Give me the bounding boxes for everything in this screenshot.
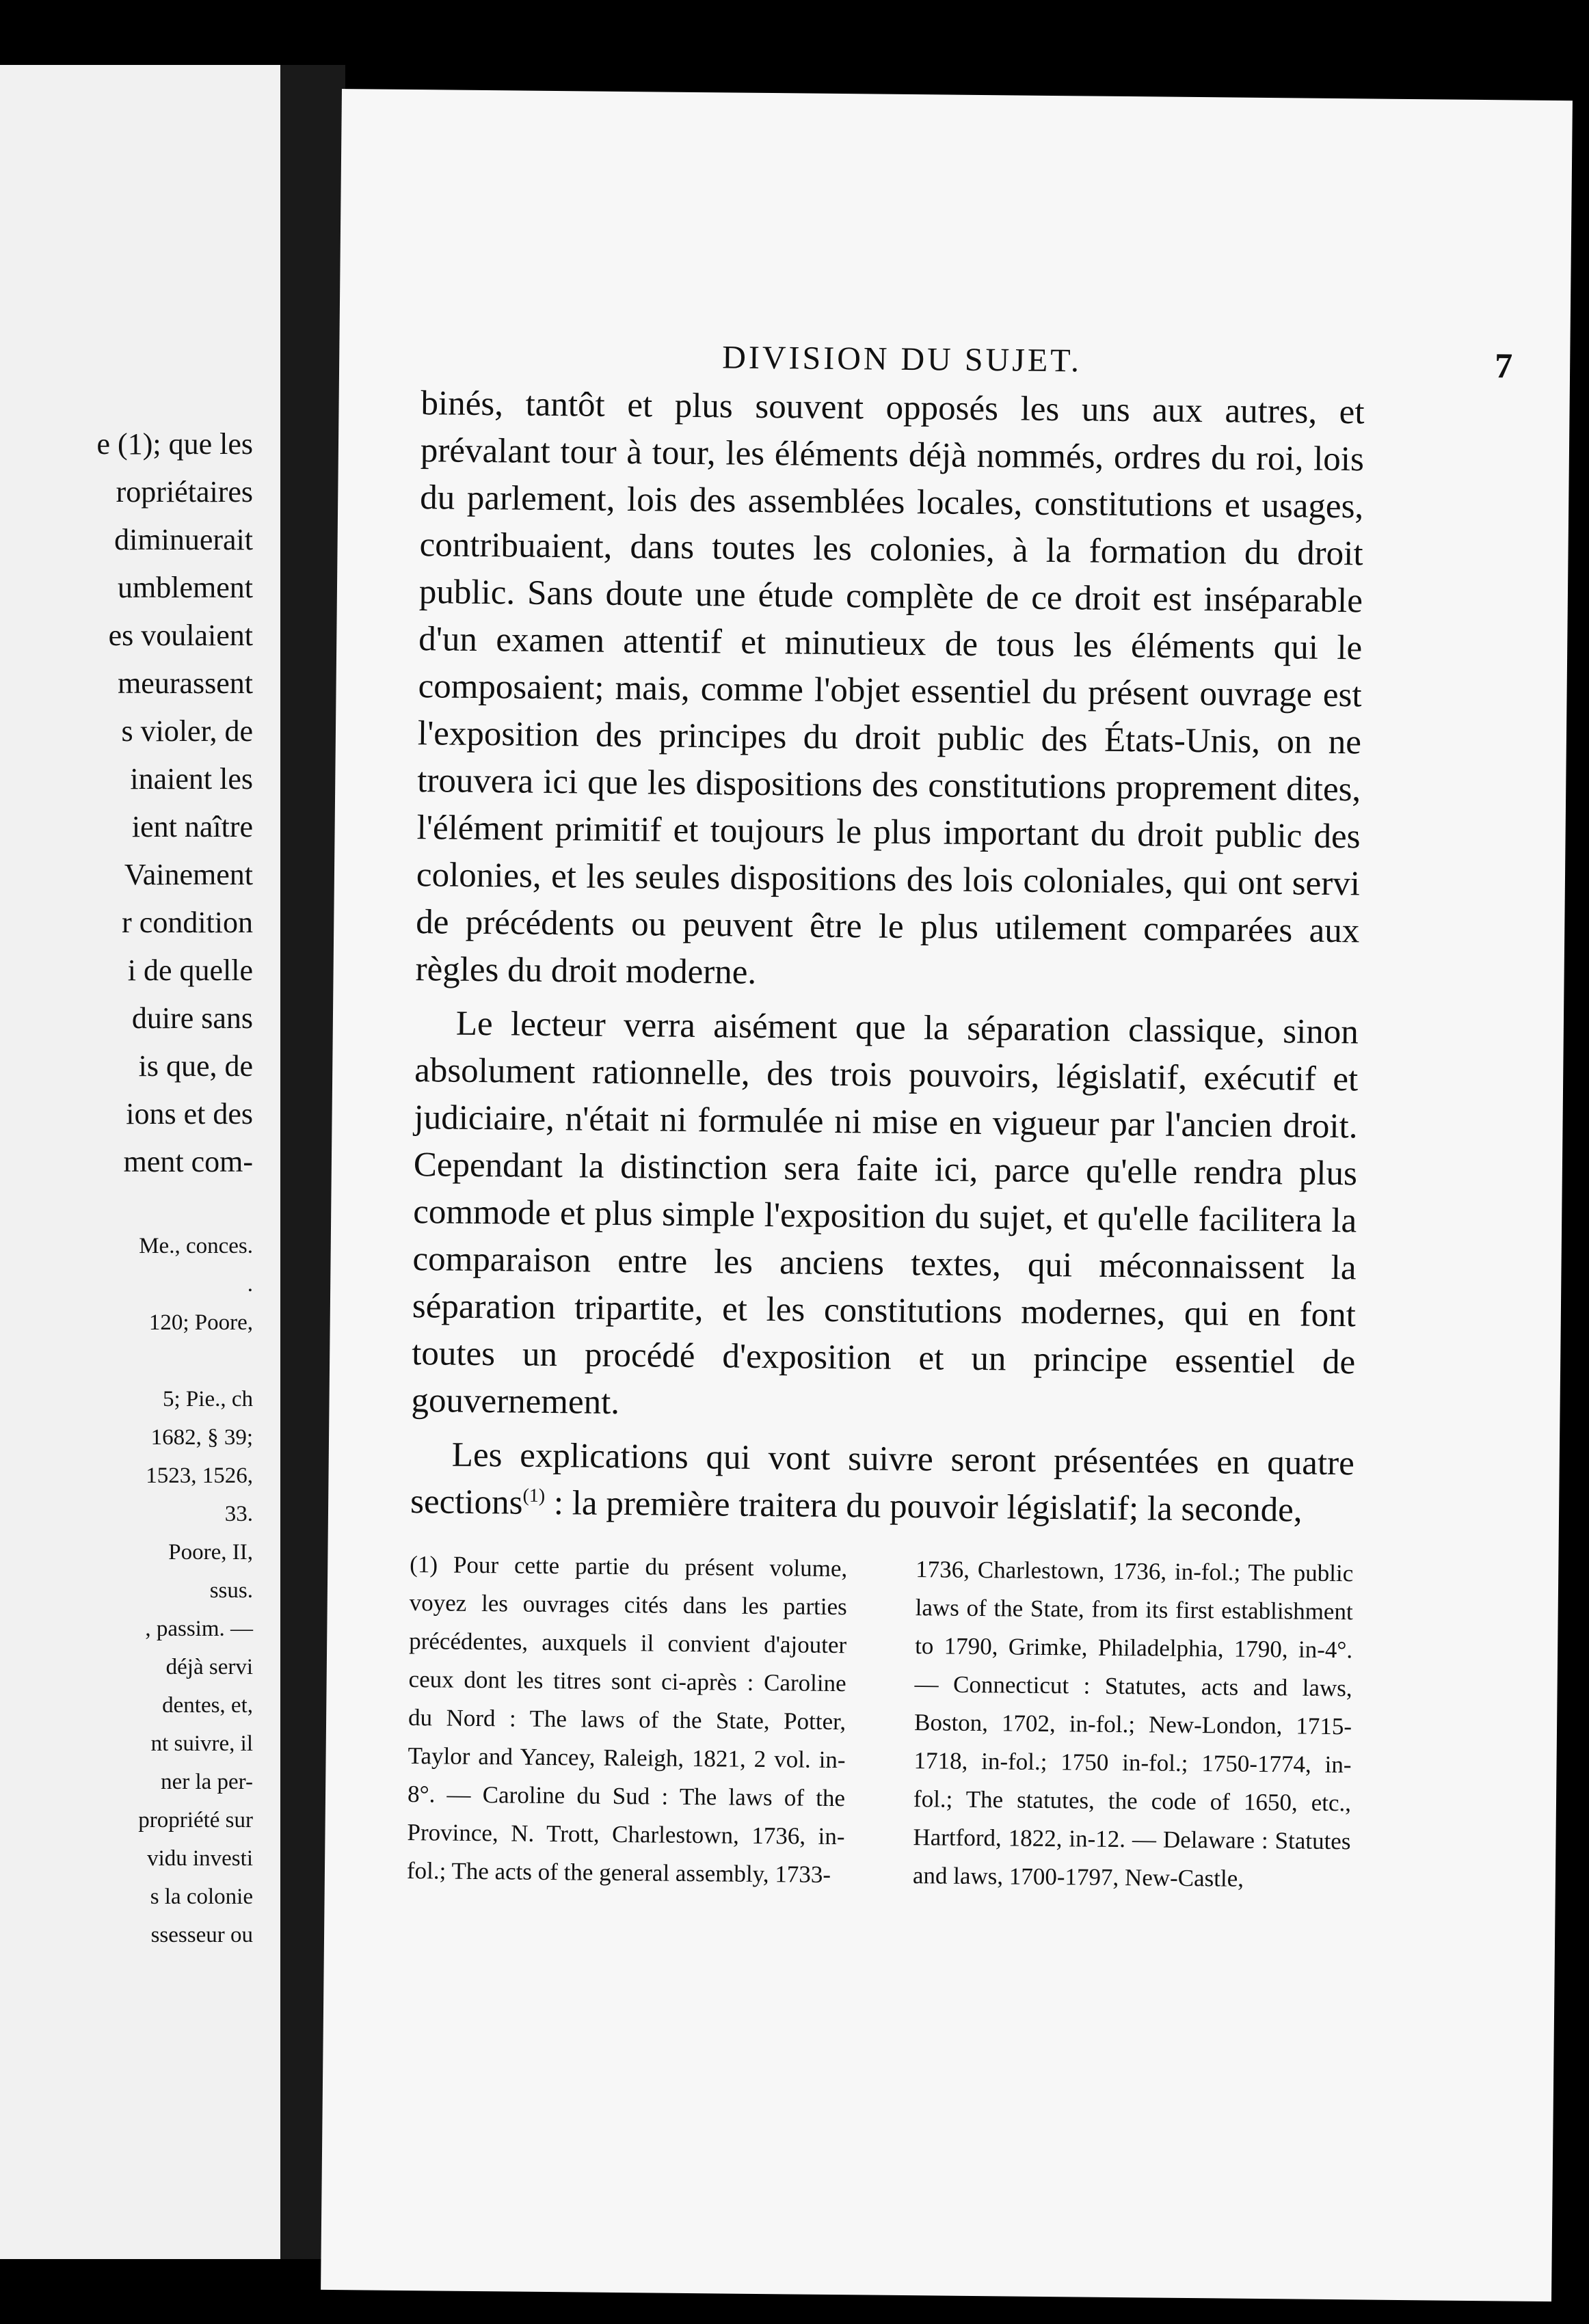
left-line: inaient les xyxy=(130,762,253,796)
left-line: ions et des xyxy=(126,1097,253,1131)
left-line: is que, de xyxy=(138,1049,253,1083)
footnote-column-left: (1) Pour cette partie du présent volume, voyez les ouvrages cités dans les parties précédentes, auxquels il convient d'ajouter ceux dont les titres sont ci-après : Caroline du Nord : The laws of the State, Potter, Taylor and Yancey, Raleigh, 1821, 2 vol. in-8°. — Caroline du Sud : The laws of the Province, N. Trott, Charlestown, 1736, in-fol.; The acts of the general assembly, 1733- xyxy=(406,1551,848,1888)
left-note-line: Poore, II, xyxy=(168,1540,253,1565)
footnote-marker: (1) xyxy=(522,1485,546,1506)
left-note-line: . xyxy=(247,1272,253,1297)
left-note-line: , passim. — xyxy=(145,1617,253,1641)
left-note-line: déjà servi xyxy=(165,1655,253,1679)
page-number: 7 xyxy=(1494,347,1516,386)
left-line: diminuerait xyxy=(114,523,253,556)
left-line: Vainement xyxy=(124,858,253,891)
running-title: DIVISION DU SUJET. xyxy=(722,339,1082,379)
left-line: ment com- xyxy=(123,1145,253,1178)
left-line: ropriétaires xyxy=(116,475,253,509)
paragraph: Le lecteur verra aisément que la séparation classique, sinon absolument rationnelle, des trois pouvoirs, législatif, exécutif et judiciaire, n'était ni formulée ni mise en vigueur par l'ancien droit. Cependant la distinction sera faite ici, parce qu'elle rendra plus commode et plus simple l'exposition du sujet, et qu'elle facilitera la comparaison entre les anciens textes, qui méconnaissent la séparation tripartite, et les constitutions modernes, qui en font toutes un procédé d'exposition et un principe essentiel de gouvernement. xyxy=(411,1004,1359,1422)
left-page-notes xyxy=(138,1227,253,1954)
left-note-line: propriété sur xyxy=(138,1808,253,1833)
left-note-line: dentes, et, xyxy=(162,1693,253,1718)
left-note-line: vidu investi xyxy=(147,1846,253,1871)
left-note-line: ner la per- xyxy=(161,1770,253,1794)
paragraph-text: Les explications qui vont suivre seront présentées en quatre sections xyxy=(410,1435,1355,1522)
left-note-line: nt suivre, il xyxy=(150,1731,253,1756)
left-note-line: 1523, 1526, xyxy=(146,1463,253,1488)
left-line: es voulaient xyxy=(108,619,253,652)
paragraph-text: : la première traitera du pouvoir législatif; la seconde, xyxy=(544,1483,1303,1530)
left-note-line: Me., conces. xyxy=(139,1234,253,1258)
body-text xyxy=(410,380,1365,1535)
left-line: meurassent xyxy=(118,666,253,700)
right-page xyxy=(321,89,1573,2301)
footnotes xyxy=(407,1545,1354,1899)
left-line: i de quelle xyxy=(127,954,253,987)
left-line: duire sans xyxy=(131,1001,253,1035)
left-note-line: 120; Poore, xyxy=(148,1310,253,1335)
left-note-line: s la colonie xyxy=(150,1884,253,1909)
left-note-line: ssus. xyxy=(209,1578,253,1603)
running-head xyxy=(722,338,1516,386)
left-page xyxy=(0,65,280,2259)
left-line: r condition xyxy=(122,906,253,939)
paragraph: binés, tantôt et plus souvent opposés les uns aux autres, et prévalant tour à tour, les éléments déjà nommés, ordres du roi, lois du parlement, lois des assemblées locales, constitutions et usages, contribuaient, dans toutes les colonies, à la formation du droit public. Sans doute une étude complète de ce droit est inséparable d'un examen attentif et minutieux de tous les éléments qui le composaient; mais, comme l'objet essentiel du présent ouvrage est l'exposition des principes du droit public des États-Unis, on ne trouvera ici que les dispositions des constitutions proprement dites, l'élément primitif et toujours le plus important du droit public des colonies, et les seules dispositions des lois coloniales, qui ont servi de précédents ou peuvent être le plus utilement comparées aux règles du droit moderne. xyxy=(415,384,1365,992)
left-line: s violer, de xyxy=(121,714,253,748)
left-note-line: ssesseur ou xyxy=(150,1923,253,1947)
left-note-line: 33. xyxy=(224,1502,253,1526)
paragraph-last xyxy=(410,1431,1354,1535)
left-line: umblement xyxy=(118,571,253,604)
left-page-text xyxy=(97,420,253,1186)
left-line: e (1); que les xyxy=(96,427,253,461)
left-line: ient naître xyxy=(131,810,253,843)
footnote-column-right: 1736, Charlestown, 1736, in-fol.; The public laws of the State, from its first establishment to 1790, Grimke, Philadelphia, 1790, in-4°. — Connecticut : Statutes, acts and laws, Boston, 1702, in-fol.; New-London, 1715-1718, in-fol.; 1750 in-fol.; 1750-1774, in-fol.; The statutes, the code of 1650, etc., Hartford, 1822, in-12. — Delaware : Statutes and laws, 1700-1797, New-Castle, xyxy=(912,1556,1354,1892)
left-note-line: 5; Pie., ch xyxy=(163,1387,253,1411)
left-note-line: 1682, § 39; xyxy=(150,1425,253,1450)
left-note-line xyxy=(138,1342,253,1380)
